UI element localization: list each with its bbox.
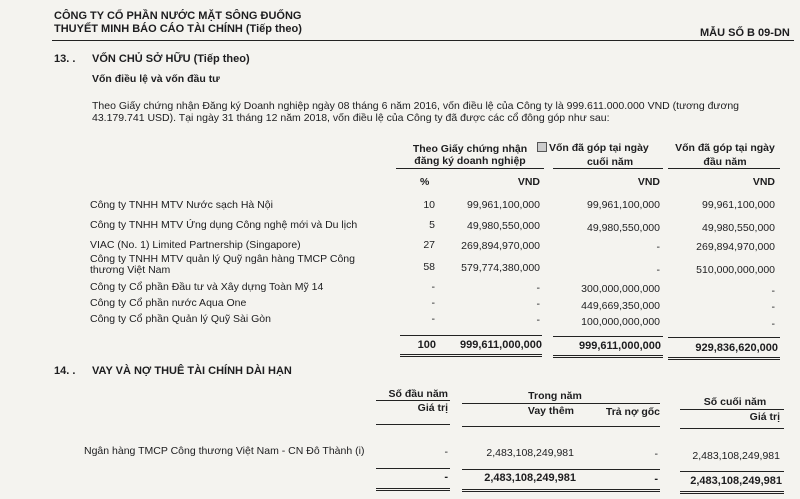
shareholder-registered: - bbox=[536, 298, 540, 310]
section-13-paragraph-line1: Theo Giấy chứng nhận Đăng ký Doanh nghiệp ngày 08 tháng 6 năm 2016, vốn điều lệ của Công ty là 999.611.000.000 VND (tương đương bbox=[92, 100, 740, 112]
loan-total-top-rule-open bbox=[376, 468, 450, 469]
col-registration-header-line1: Theo Giấy chứng nhận bbox=[412, 143, 528, 155]
total-bottom-rule-begin bbox=[668, 357, 780, 360]
loan-col-close-subheader: Giá trị bbox=[749, 411, 780, 423]
shareholder-percent: 5 bbox=[429, 219, 435, 231]
shareholder-begin: 49,980,550,000 bbox=[702, 222, 775, 234]
shareholder-end: - bbox=[656, 241, 660, 253]
loan-col-during-rule bbox=[462, 403, 660, 404]
unit-vnd-registration: VND bbox=[517, 176, 540, 188]
loan-total-borrow: 2,483,108,249,981 bbox=[484, 472, 576, 484]
section-13-paragraph-line2: 43.179.741 USD). Tại ngày 31 tháng 12 năm 2018, vốn điều lệ của Công ty đã được các cổ đông góp như sau: bbox=[92, 112, 610, 124]
shareholder-percent: - bbox=[431, 297, 435, 309]
shareholder-registered: - bbox=[536, 282, 540, 294]
shareholder-registered: 269,894,970,000 bbox=[461, 240, 540, 252]
loan-open-value: - bbox=[444, 446, 448, 458]
loan-total-bottom-rule-during bbox=[462, 489, 660, 492]
col-begin-header-rule bbox=[668, 168, 780, 169]
section-13-subheading: Vốn điều lệ và vốn đầu tư bbox=[92, 73, 220, 85]
loan-col-during-header: Trong năm bbox=[528, 390, 582, 402]
total-top-rule-end bbox=[553, 336, 663, 337]
loan-close-value: 2,483,108,249,981 bbox=[692, 450, 780, 462]
shareholder-registered: - bbox=[536, 314, 540, 326]
loan-total-repay: - bbox=[654, 473, 658, 485]
shareholder-registered: 99,961,100,000 bbox=[467, 199, 540, 211]
shareholder-begin: 269,894,970,000 bbox=[696, 241, 775, 253]
report-subtitle: THUYẾT MINH BÁO CÁO TÀI CHÍNH (Tiếp theo) bbox=[54, 23, 302, 35]
shareholder-name: Công ty Cổ phần Quản lý Quỹ Sài Gòn bbox=[90, 313, 271, 325]
shareholder-name: Công ty TNHH MTV Nước sạch Hà Nội bbox=[90, 199, 273, 211]
shareholder-name: Công ty Cổ phần nước Aqua One bbox=[90, 297, 247, 309]
col-end-header-rule bbox=[553, 168, 663, 169]
loan-total-open: - bbox=[444, 471, 448, 483]
loan-total-close: 2,483,108,249,981 bbox=[690, 475, 782, 487]
section-14-number: 14. . bbox=[54, 365, 76, 377]
shareholder-end: 100,000,000,000 bbox=[581, 316, 660, 328]
loan-total-bottom-rule-open bbox=[376, 488, 450, 491]
shareholder-name: Công ty Cổ phần Đầu tư và Xây dựng Toàn Mỹ 14 bbox=[90, 281, 324, 293]
col-registration-header-rule bbox=[396, 168, 544, 169]
loan-total-bottom-rule-close bbox=[680, 491, 784, 494]
loan-col-borrow-header: Vay thêm bbox=[527, 405, 574, 417]
section-13-title: VỐN CHỦ SỞ HỮU (Tiếp theo) bbox=[92, 53, 250, 65]
col-begin-header-line1: Vốn đã góp tại ngày bbox=[675, 142, 775, 154]
shareholder-begin: - bbox=[771, 318, 775, 330]
col-end-header-line1 bbox=[537, 142, 649, 154]
shareholder-registered: 49,980,550,000 bbox=[467, 220, 540, 232]
header-rule bbox=[52, 40, 794, 41]
col-end-header-line2: cuối năm bbox=[586, 156, 634, 168]
unit-percent: % bbox=[420, 176, 430, 188]
loan-repay-value: - bbox=[654, 448, 658, 460]
shareholder-percent: - bbox=[431, 313, 435, 325]
section-13-number: 13. . bbox=[54, 53, 76, 65]
total-registered: 999,611,000,000 bbox=[460, 339, 542, 351]
loan-col-close-rule bbox=[680, 409, 784, 410]
loan-header-bottom-rule-open bbox=[376, 424, 450, 425]
loan-col-open-header: Số đầu năm bbox=[388, 388, 448, 400]
form-number: MẪU SỐ B 09-DN bbox=[700, 27, 790, 39]
total-end: 999,611,000,000 bbox=[579, 340, 661, 352]
col-registration-header-line2: đăng ký doanh nghiệp bbox=[414, 155, 526, 167]
image-placeholder-icon bbox=[537, 142, 547, 152]
total-bottom-rule-end bbox=[553, 355, 663, 358]
shareholder-name-continued: thương Việt Nam bbox=[90, 264, 171, 276]
shareholder-begin: - bbox=[771, 285, 775, 297]
unit-vnd-begin: VND bbox=[752, 176, 775, 188]
loan-col-repay-header: Trả nợ gốc bbox=[605, 406, 660, 418]
shareholder-end: 449,669,350,000 bbox=[581, 300, 660, 312]
loan-col-open-rule bbox=[376, 400, 450, 401]
shareholder-registered: 579,774,380,000 bbox=[461, 262, 540, 274]
total-top-rule-registration bbox=[400, 335, 542, 336]
shareholder-end: 49,980,550,000 bbox=[587, 222, 660, 234]
loan-header-bottom-rule-close bbox=[680, 428, 784, 429]
loan-total-top-rule-close bbox=[680, 471, 784, 472]
shareholder-end: 99,961,100,000 bbox=[587, 199, 660, 211]
section-14-title: VAY VÀ NỢ THUÊ TÀI CHÍNH DÀI HẠN bbox=[92, 365, 292, 377]
loan-header-bottom-rule-during bbox=[462, 426, 660, 427]
total-begin: 929,836,620,000 bbox=[695, 342, 778, 354]
col-end-header-text: Vốn đã góp tại ngày bbox=[549, 142, 649, 154]
lender-name: Ngân hàng TMCP Công thương Việt Nam - CN Đô Thành (i) bbox=[84, 445, 365, 457]
shareholder-name: Công ty TNHH MTV Ứng dụng Công nghệ mới và Du lịch bbox=[90, 219, 358, 231]
shareholder-percent: - bbox=[431, 281, 435, 293]
shareholder-percent: 58 bbox=[423, 261, 435, 273]
shareholder-begin: 510,000,000,000 bbox=[696, 264, 775, 276]
total-bottom-rule-registration bbox=[400, 354, 542, 357]
col-begin-header-line2: đầu năm bbox=[703, 156, 747, 168]
unit-vnd-end: VND bbox=[637, 176, 660, 188]
loan-total-top-rule-during bbox=[462, 469, 660, 470]
loan-col-open-subheader: Giá trị bbox=[417, 402, 448, 414]
shareholder-begin: 99,961,100,000 bbox=[702, 199, 775, 211]
total-top-rule-begin bbox=[668, 337, 780, 338]
shareholder-name: Công ty TNHH MTV quản lý Quỹ ngân hàng TMCP Công bbox=[90, 253, 355, 265]
shareholder-end: - bbox=[656, 264, 660, 276]
shareholder-percent: 10 bbox=[423, 199, 435, 211]
shareholder-end: 300,000,000,000 bbox=[581, 283, 660, 295]
shareholder-name: VIAC (No. 1) Limited Partnership (Singapore) bbox=[90, 239, 301, 251]
loan-borrow-value: 2,483,108,249,981 bbox=[486, 447, 574, 459]
total-percent: 100 bbox=[417, 339, 436, 351]
shareholder-percent: 27 bbox=[423, 239, 435, 251]
company-name: CÔNG TY CỔ PHẦN NƯỚC MẶT SÔNG ĐUỐNG bbox=[54, 10, 302, 22]
shareholder-begin: - bbox=[771, 301, 775, 313]
loan-col-close-header: Số cuối năm bbox=[703, 396, 767, 408]
